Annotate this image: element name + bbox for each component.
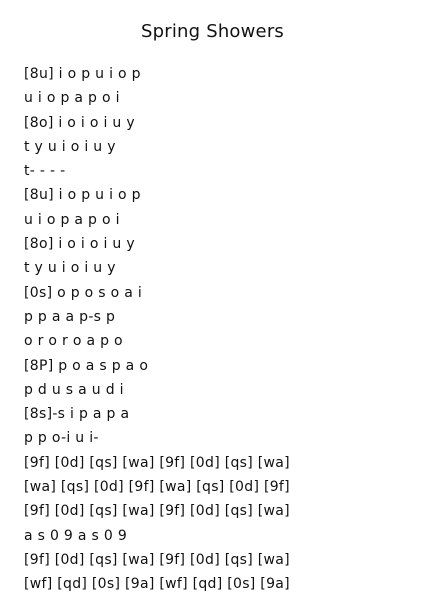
note-line: [8u] i o p u i o p <box>24 187 141 204</box>
note-line: [9f] [0d] [qs] [wa] [9f] [0d] [qs] [wa] <box>24 551 290 568</box>
note-line: [9f] [0d] [qs] [wa] [9f] [0d] [qs] [wa] <box>24 454 290 471</box>
note-line: [8o] i o i o i u y <box>24 114 135 131</box>
note-line: [wf] [qd] [0s] [9a] [wf] [qd] [0s] [9a] <box>24 576 290 593</box>
note-line: [9f] [0d] [qs] [wa] [9f] [0d] [qs] [wa] <box>24 503 290 520</box>
note-sheet <box>24 62 415 597</box>
note-line: [8s]-s i p a p a <box>24 406 130 423</box>
note-line: a s 0 9 a s 0 9 <box>24 527 128 544</box>
note-line: t- - - - <box>24 163 66 180</box>
note-line: p d u s a u d i <box>24 381 124 398</box>
note-line: [8o] i o i o i u y <box>24 236 135 253</box>
note-line: [8P] p o a s p a o <box>24 357 149 374</box>
note-line: u i o p a p o i <box>24 90 120 107</box>
note-line: t y u i o i u y <box>24 260 116 277</box>
note-line: u i o p a p o i <box>24 211 120 228</box>
note-line: p p o-i u i- <box>24 430 99 447</box>
note-line: [wa] [qs] [0d] [9f] [wa] [qs] [0d] [9f] <box>24 479 290 496</box>
note-line: [8u] i o p u i o p <box>24 66 141 82</box>
note-line: t y u i o i u y <box>24 138 116 155</box>
page-title: Spring Showers <box>140 21 285 42</box>
note-line: o r o r o a p o <box>24 333 123 350</box>
note-line: p p a a p-s p <box>24 308 116 325</box>
note-line: [0s] o p o s o a i <box>24 284 143 301</box>
